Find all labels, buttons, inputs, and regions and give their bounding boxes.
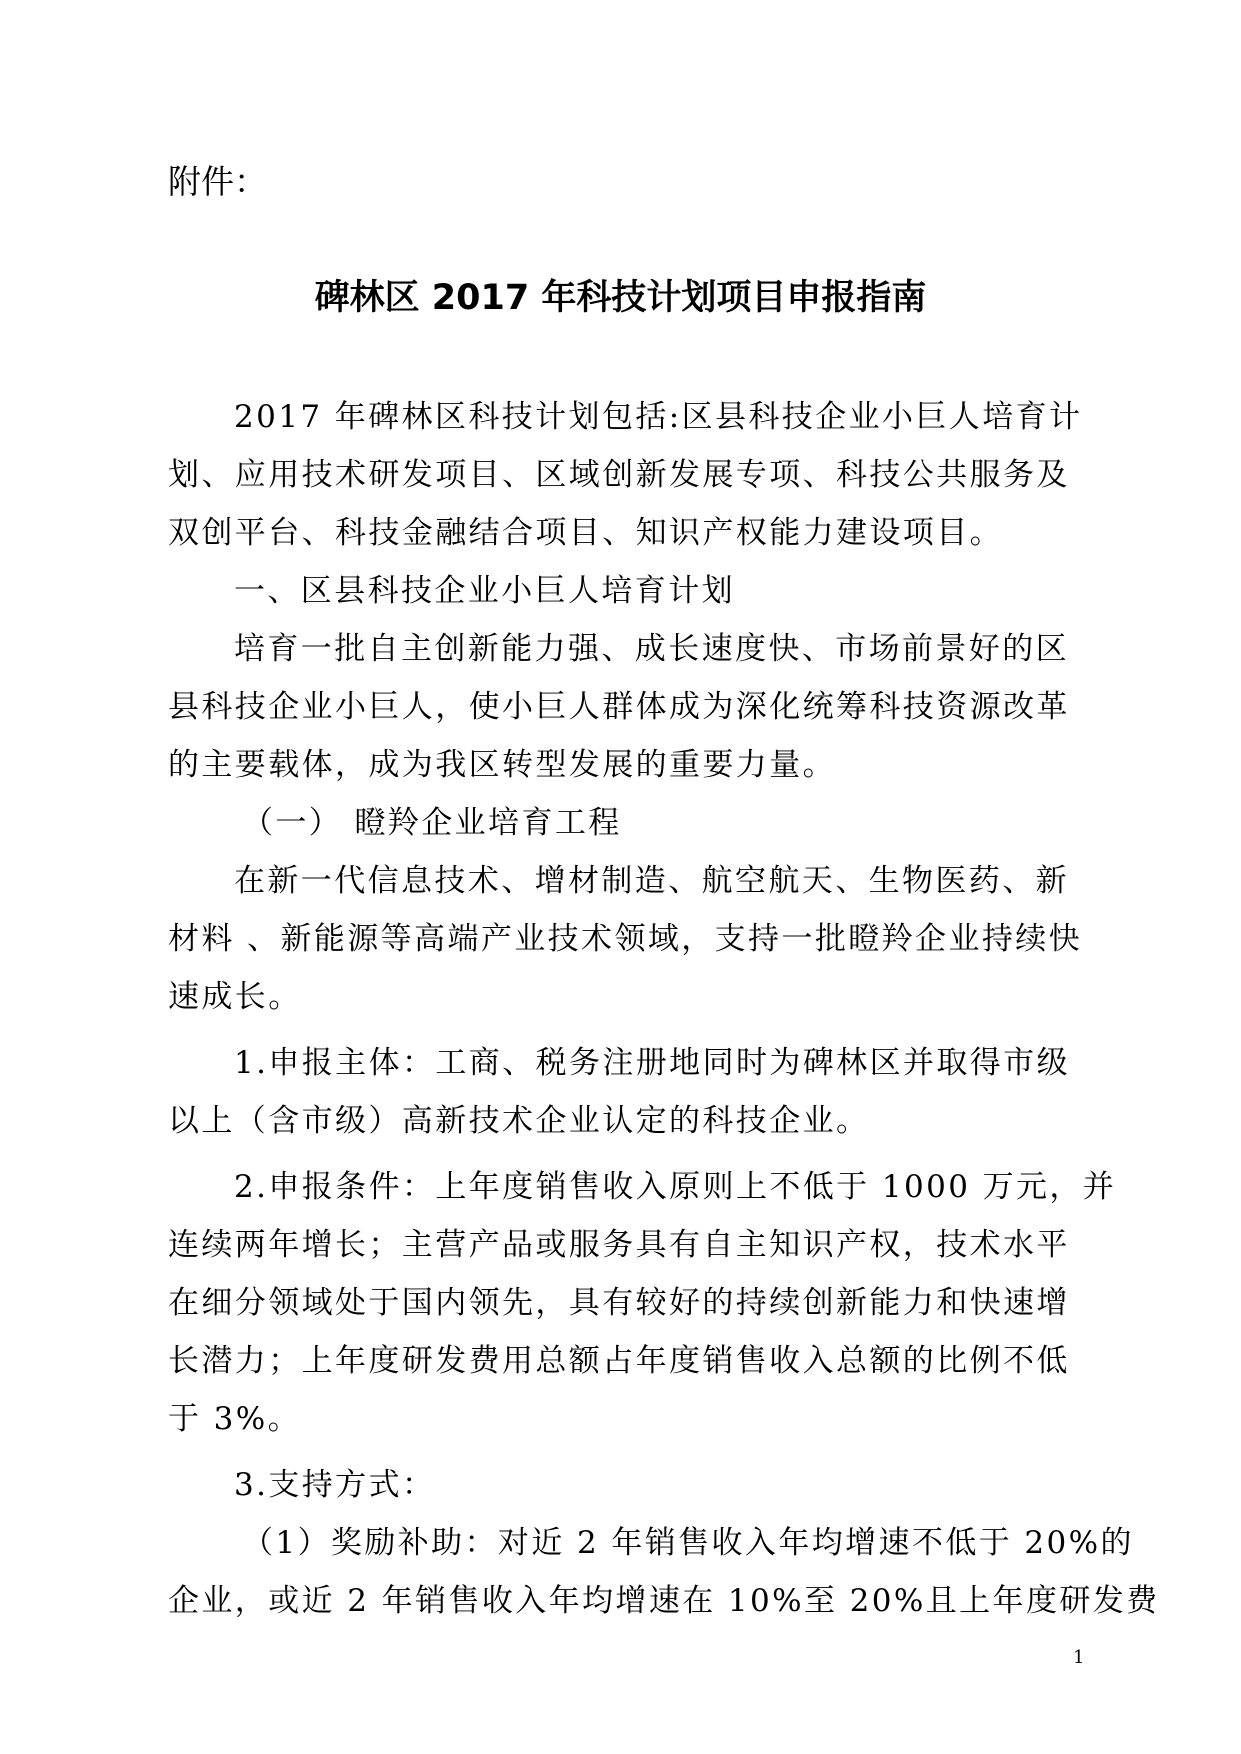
numbered-item: 2.申报条件：上年度销售收入原则上不低于 1000 万元，并 [234, 1169, 1117, 1205]
document-body [168, 388, 1160, 1630]
body-line: 速成长。 [168, 979, 302, 1015]
body-line: 以上（含市级）高新技术企业认定的科技企业。 [168, 1103, 870, 1139]
document-title: 碑林区 2017 年科技计划项目申报指南 [314, 278, 927, 318]
body-line: 划、应用技术研发项目、区域创新发展专项、科技公共服务及 [168, 457, 1070, 493]
body-line: 企业，或近 2 年销售收入年均增速在 10%至 20%且上年度研发费 [168, 1583, 1160, 1619]
body-line: 长潜力；上年度研发费用总额占年度销售收入总额的比例不低 [168, 1343, 1070, 1379]
body-line: 培育一批自主创新能力强、成长速度快、市场前景好的区 [234, 631, 1069, 667]
page-number: 1 [1073, 1647, 1085, 1668]
body-line: 于 3%。 [168, 1401, 302, 1437]
body-line: 县科技企业小巨人，使小巨人群体成为深化统筹科技资源改革 [168, 689, 1070, 725]
body-line: 连续两年增长；主营产品或服务具有自主知识产权，技术水平 [168, 1227, 1070, 1263]
section-heading: 一、区县科技企业小巨人培育计划 [234, 573, 735, 609]
numbered-item: 3.支持方式： [234, 1467, 436, 1503]
body-line: 2017 年碑林区科技计划包括:区县科技企业小巨人培育计 [234, 399, 1083, 435]
body-line: 在新一代信息技术、增材制造、航空航天、生物医药、新 [234, 863, 1069, 899]
body-line: 材料 、新能源等高端产业技术领域，支持一批瞪羚企业持续快 [168, 921, 1083, 957]
attachment-label: 附件： [168, 162, 267, 201]
sub-item: （1）奖励补助：对近 2 年销售收入年均增速不低于 20%的 [242, 1525, 1134, 1561]
body-line: 的主要载体，成为我区转型发展的重要力量。 [168, 747, 836, 783]
body-line: 双创平台、科技金融结合项目、知识产权能力建设项目。 [168, 515, 1003, 551]
numbered-item: 1.申报主体：工商、税务注册地同时为碑林区并取得市级 [234, 1045, 1070, 1081]
body-line: 在细分领域处于国内领先，具有较好的持续创新能力和快速增 [168, 1285, 1070, 1321]
subsection-heading: （一） 瞪羚企业培育工程 [242, 805, 622, 841]
